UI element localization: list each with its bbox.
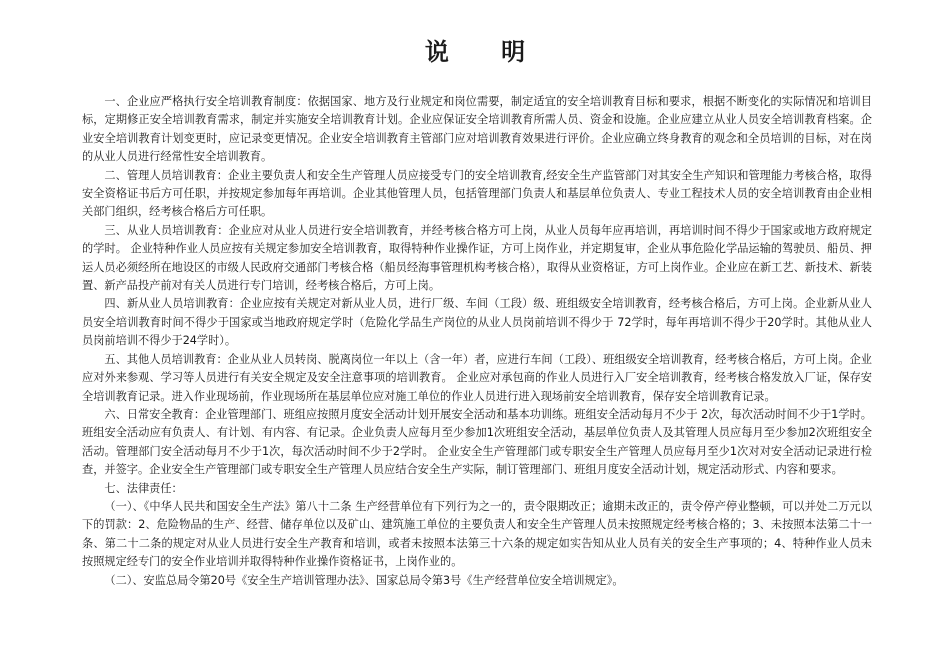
- paragraph-daily-safety-education: 六、日常安全教育：企业管理部门、班组应按照月度安全活动计划开展安全活动和基本功训练。班组安全活动每月不少于 2次，每次活动时间不少于1学时。班组安全活动应有负责人、有计划、有内容、有记录。企业负责人应每月至少参加1次班组安全活动，基层单位负责人及其管理人员应每月至少参加2次班组安全活动。管理部门安全活动每月不少于1次，每次活动时间不少于2学时。 企业安全生产管理部门或专职安全生产管理人员应每月至少1次对对安全活动记录进行检查，并签字。企业安全生产管理部门或专职安全生产管理人员应结合安全生产实际，制订管理部门、班组月度安全活动计划，规定活动形式、内容和要求。: [82, 407, 872, 477]
- paragraph-management-training: 二、管理人员培训教育：企业主要负责人和安全生产管理人员应接受专门的安全培训教育,经安全生产监管部门对其安全生产知识和管理能力考核合格，取得安全资格证书后方可任职，并按规定参加每年再培训。企业其他管理人员，包括管理部门负责人和基层单位负责人、专业工程技术人员的安全培训教育由企业相关部门组织，经考核合格后方可任职。: [82, 168, 872, 219]
- page-title: 说 明: [424, 38, 548, 66]
- paragraph-other-personnel-training: 五、其他人员培训教育：企业从业人员转岗、脱离岗位一年以上（含一年）者，应进行车间（工段）、班组级安全培训教育，经考核合格后，方可上岗。企业应对外来参观、学习等人员进行有关安全规定及安全注意事项的培训教育。 企业应对承包商的作业人员进行入厂安全培训教育，经考核合格发放入厂证，保存安全培训教育记录。进入作业现场前，作业现场所在基层单位应对施工单位的作业人员进行进入现场前安全培训教育，保存安全培训教育记录。: [82, 352, 872, 403]
- document-body: [82, 93, 872, 590]
- paragraph-legal-liability-1: （一）、《中华人民共和国安全生产法》第八十二条 生产经营单位有下列行为之一的，责令限期改正；逾期未改正的，责令停产停业整顿，可以并处二万元以下的罚款：2、危险物品的生产、经营、储存单位以及矿山、建筑施工单位的主要负责人和安全生产管理人员未按照规定经考核合格的；3、未按照本法第二十一条、第二十二条的规定对从业人员进行安全生产教育和培训，或者未按照本法第三十六条的规定如实告知从业人员有关的安全生产事项的；4、特种作业人员未按照规定经专门的安全作业培训并取得特种作业操作资格证书，上岗作业的。: [82, 499, 872, 569]
- paragraph-legal-liability-2: （二）、安监总局令第20号《安全生产培训管理办法》、国家总局令第3号《生产经营单位安全培训规定》。: [104, 573, 624, 587]
- paragraph-training-system: 一、企业应严格执行安全培训教育制度：依据国家、地方及行业规定和岗位需要，制定适宜的安全培训教育目标和要求，根据不断变化的实际情况和培训目标，定期修正安全培训教育需求，制定并实施安全培训教育计划。企业应保证安全培训教育所需人员、资金和设施。企业应建立从业人员安全培训教育档案。企业安全培训教育计划变更时，应记录变更情况。企业安全培训教育主管部门应对培训教育效果进行评价。企业应确立终身教育的观念和全员培训的目标，对在岗的从业人员进行经常性安全培训教育。: [82, 95, 872, 164]
- paragraph-legal-liability-heading: 七、法律责任：: [104, 481, 183, 495]
- paragraph-employee-training: 三、从业人员培训教育：企业应对从业人员进行安全培训教育，并经考核合格方可上岗，从业人员每年应再培训，再培训时间不得少于国家或地方政府规定的学时。 企业特种作业人员应按有关规定参加安全培训教育，取得特种作业操作证，方可上岗作业，并定期复审，企业从事危险化学品运输的驾驶员、船员、押运人员必须经所在地设区的市级人民政府交通部门考核合格（船员经海事管理机构考核合格），取得从业资格证，方可上岗作业。企业应在新工艺、新技术、新装置、新产品投产前对有关人员进行专门培训，经考核合格后，方可上岗。: [82, 223, 872, 293]
- paragraph-new-employee-training: 四、新从业人员培训教育：企业应按有关规定对新从业人员，进行厂级、车间（工段）级、班组级安全培训教育，经考核合格后，方可上岗。企业新从业人员安全培训教育时间不得少于国家或当地政府规定学时（危险化学品生产岗位的从业人员岗前培训不得少于 72学时，每年再培训不得少于20学时。其他从业人员岗前培训不得少于24学时）。: [82, 297, 872, 348]
